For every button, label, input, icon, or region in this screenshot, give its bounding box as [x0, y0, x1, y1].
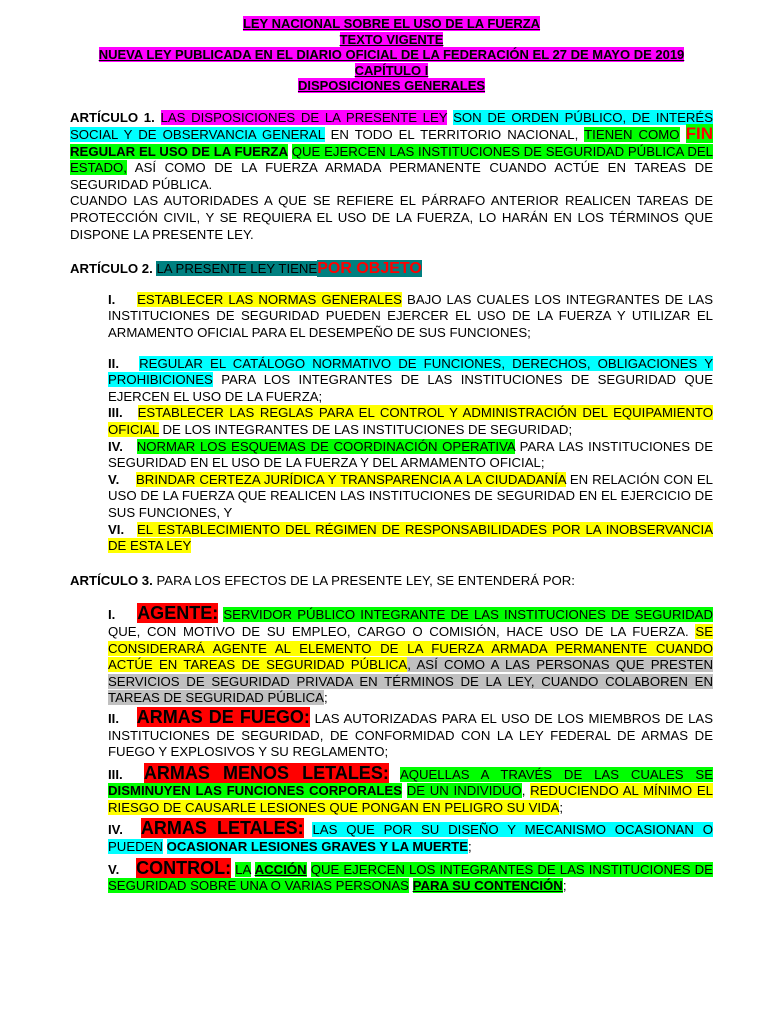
- definition-armas-menos-letales: [108, 762, 714, 817]
- defined-term: ARMAS LETALES:: [140, 818, 304, 839]
- item-number: IV.: [108, 438, 123, 454]
- definition-armas-de-fuego: [108, 706, 714, 761]
- article-1-text: EN TODO EL TERRITORIO NACIONAL,: [330, 127, 579, 143]
- item-number: VI.: [108, 521, 125, 537]
- text-status: TEXTO VIGENTE: [339, 31, 444, 47]
- item-number: I.: [108, 607, 116, 623]
- article-2-list: [108, 292, 713, 555]
- item-number: V.: [108, 471, 120, 487]
- item-number: V.: [108, 861, 120, 877]
- article-1-paragraph-2: CUANDO LAS AUTORIDADES A QUE SE REFIERE EL PÁRRAFO ANTERIOR REALICEN TAREAS DE PROTECCIÓN CIVIL, Y SE REQUIERA EL USO DE LA FUERZA, LO HARÁN EN LOS TÉRMINOS QUE DISPONE LA PRESENTE LEY.: [70, 193, 713, 242]
- law-title: LEY NACIONAL SOBRE EL USO DE LA FUERZA: [242, 16, 541, 31]
- defined-term: CONTROL:: [136, 857, 232, 878]
- item-number: III.: [108, 405, 123, 421]
- definition-control: [108, 857, 713, 895]
- definition-text: ;: [562, 878, 567, 894]
- definition-text: ;: [468, 839, 472, 855]
- definition-text: DE UN INDIVIDUO: [406, 783, 522, 799]
- item-number: I.: [108, 291, 116, 307]
- chapter-title: DISPOSICIONES GENERALES: [297, 78, 486, 93]
- article-1-text: ASÍ COMO DE LA FUERZA ARMADA PERMANENTE CUANDO ACTÚE EN TAREAS DE SEGURIDAD PÚBLICA.: [70, 160, 714, 192]
- list-item: [108, 439, 713, 472]
- article-3: [70, 573, 713, 895]
- list-item: [108, 356, 713, 406]
- definition-text: LAS AUTORIZADAS PARA EL USO DE LOS MIEMBROS DE LAS INSTITUCIONES DE SEGURIDAD, DE CONFORMIDAD CON LA LEY FEDERAL DE ARMAS DE FUEGO Y EXPLOSIVOS Y SU REGLAMENTO;: [108, 710, 714, 760]
- definition-armas-letales: [108, 820, 713, 855]
- definition-text: LAS QUE POR SU DISEÑO Y MECANISMO OCASIONAN O PUEDEN: [108, 822, 713, 855]
- definition-text: SE CONSIDERARÁ AGENTE AL ELEMENTO DE LA FUERZA ARMADA PERMANENTE CUANDO ACTÚE EN TAREAS DE SEGURIDAD PÚBLICA: [108, 623, 713, 673]
- document-header: [70, 16, 713, 94]
- article-3-list: [108, 605, 713, 895]
- item-highlight: ESTABLECER LAS NORMAS GENERALES: [137, 291, 402, 307]
- definition-text: QUE EJERCEN LOS INTEGRANTES DE LAS INSTITUCIONES DE SEGURIDAD SOBRE UNA O VARIAS PERSONAS: [108, 861, 713, 894]
- item-text: DE LOS INTEGRANTES DE LAS INSTITUCIONES DE SEGURIDAD;: [162, 422, 573, 437]
- definition-text: , ASÍ COMO A LAS PERSONAS QUE PRESTEN SERVICIOS DE SEGURIDAD PRIVADA EN TÉRMINOS DE LA LEY, CUANDO COLABOREN EN TAREAS DE SEGURIDAD PÚBLICA: [108, 657, 713, 706]
- defined-term: ARMAS MENOS LETALES:: [143, 762, 389, 783]
- definition-agente: [108, 605, 713, 707]
- article-1-text: SON DE ORDEN PÚBLICO, DE INTERÉS SOCIAL Y DE OBSERVANCIA GENERAL: [70, 109, 714, 143]
- item-number: II.: [108, 710, 119, 726]
- article-1-text: QUE EJERCEN LAS INSTITUCIONES DE SEGURIDAD PÚBLICA DEL ESTADO,: [70, 143, 713, 176]
- definition-text: REDUCIENDO AL MÍNIMO EL RIESGO DE CAUSARLE LESIONES QUE PONGAN EN PELIGRO SU VIDA: [108, 783, 713, 815]
- definition-text: AQUELLAS A TRAVÉS DE LAS CUALES SE: [399, 766, 714, 782]
- item-text: PARA LAS INSTITUCIONES DE SEGURIDAD EN EL USO DE LA FUERZA Y DEL ARMAMENTO OFICIAL;: [108, 438, 713, 471]
- article-1-text: REGULAR EL USO DE LA FUERZA: [70, 143, 289, 159]
- article-2-intro: [70, 261, 713, 278]
- article-1-label: ARTÍCULO 1.: [70, 109, 155, 125]
- definition-text: ;: [323, 690, 328, 706]
- article-3-label: ARTÍCULO 3.: [70, 572, 153, 588]
- definition-text: ;: [559, 799, 564, 815]
- item-number: III.: [108, 766, 123, 782]
- list-item: [108, 292, 713, 342]
- article-2-label: ARTÍCULO 2.: [70, 261, 153, 277]
- item-text: EN RELACIÓN CON EL USO DE LA FUERZA QUE REALICEN LAS INSTITUCIONES DE SEGURIDAD EN EL EJERCICIO DE SUS FUNCIONES, Y: [108, 471, 713, 520]
- definition-text: OCASIONAR LESIONES GRAVES Y LA MUERTE: [166, 839, 469, 855]
- defined-term: ARMAS DE FUEGO:: [136, 706, 310, 727]
- definition-text: PARA SU CONTENCIÓN: [412, 878, 563, 894]
- list-item: [108, 472, 713, 522]
- chapter-number: CAPÍTULO I: [354, 62, 429, 78]
- definition-text: QUE, CON MOTIVO DE SU EMPLEO, CARGO O COMISIÓN, HACE USO DE LA FUERZA.: [108, 623, 689, 639]
- article-3-text: PARA LOS EFECTOS DE LA PRESENTE LEY, SE ENTENDERÁ POR:: [156, 572, 575, 588]
- article-1-text: TIENEN COMO: [584, 127, 680, 143]
- item-highlight: BRINDAR CERTEZA JURÍDICA Y TRANSPARENCIA A LA CIUDADANÍA: [136, 471, 566, 487]
- objeto-keyword: POR OBJETO: [317, 260, 422, 278]
- item-number: II.: [108, 355, 119, 371]
- fin-keyword: FIN: [685, 124, 713, 144]
- item-highlight: REGULAR EL CATÁLOGO NORMATIVO DE FUNCIONES, DERECHOS, OBLIGACIONES Y PROHIBICIONES: [108, 355, 713, 388]
- definition-text: SERVIDOR PÚBLICO INTEGRANTE DE LAS INSTITUCIONES DE SEGURIDAD: [223, 607, 713, 623]
- article-1-paragraph-1: [70, 110, 713, 194]
- item-number: IV.: [108, 822, 123, 838]
- publication-note: NUEVA LEY PUBLICADA EN EL DIARIO OFICIAL DE LA FEDERACIÓN EL 27 DE MAYO DE 2019: [98, 47, 685, 62]
- list-item: [108, 522, 713, 555]
- item-text: PARA LOS INTEGRANTES DE LAS INSTITUCIONES DE SEGURIDAD QUE EJERCEN EL USO DE LA FUERZA;: [108, 372, 713, 404]
- article-2: [70, 261, 713, 555]
- article-3-intro: [70, 573, 713, 590]
- article-2-text: LA PRESENTE LEY TIENE: [156, 261, 318, 277]
- definition-text: ,: [521, 783, 526, 799]
- item-highlight: ESTABLECER LAS REGLAS PARA EL CONTROL Y ADMINISTRACIÓN DEL EQUIPAMIENTO OFICIAL: [108, 405, 713, 437]
- definition-text: DISMINUYEN LAS FUNCIONES CORPORALES: [108, 783, 403, 799]
- item-highlight: NORMAR LOS ESQUEMAS DE COORDINACIÓN OPERATIVA: [136, 438, 515, 454]
- defined-term: AGENTE:: [137, 603, 219, 624]
- article-1-text: LAS DISPOSICIONES DE LA PRESENTE LEY: [160, 109, 448, 125]
- item-highlight: EL ESTABLECIMIENTO DEL RÉGIMEN DE RESPONSABILIDADES POR LA INOBSERVANCIA DE ESTA LEY: [108, 521, 714, 554]
- list-item: [108, 405, 713, 438]
- definition-text: ACCIÓN: [254, 861, 307, 877]
- definition-text: LA: [235, 861, 251, 877]
- item-text: BAJO LAS CUALES LOS INTEGRANTES DE LAS INSTITUCIONES DE SEGURIDAD PUEDEN EJERCER EL USO DE LA FUERZA Y UTILIZAR EL ARMAMENTO OFICIAL PARA EL DESEMPEÑO DE SUS FUNCIONES;: [108, 291, 714, 341]
- article-1: [70, 110, 713, 244]
